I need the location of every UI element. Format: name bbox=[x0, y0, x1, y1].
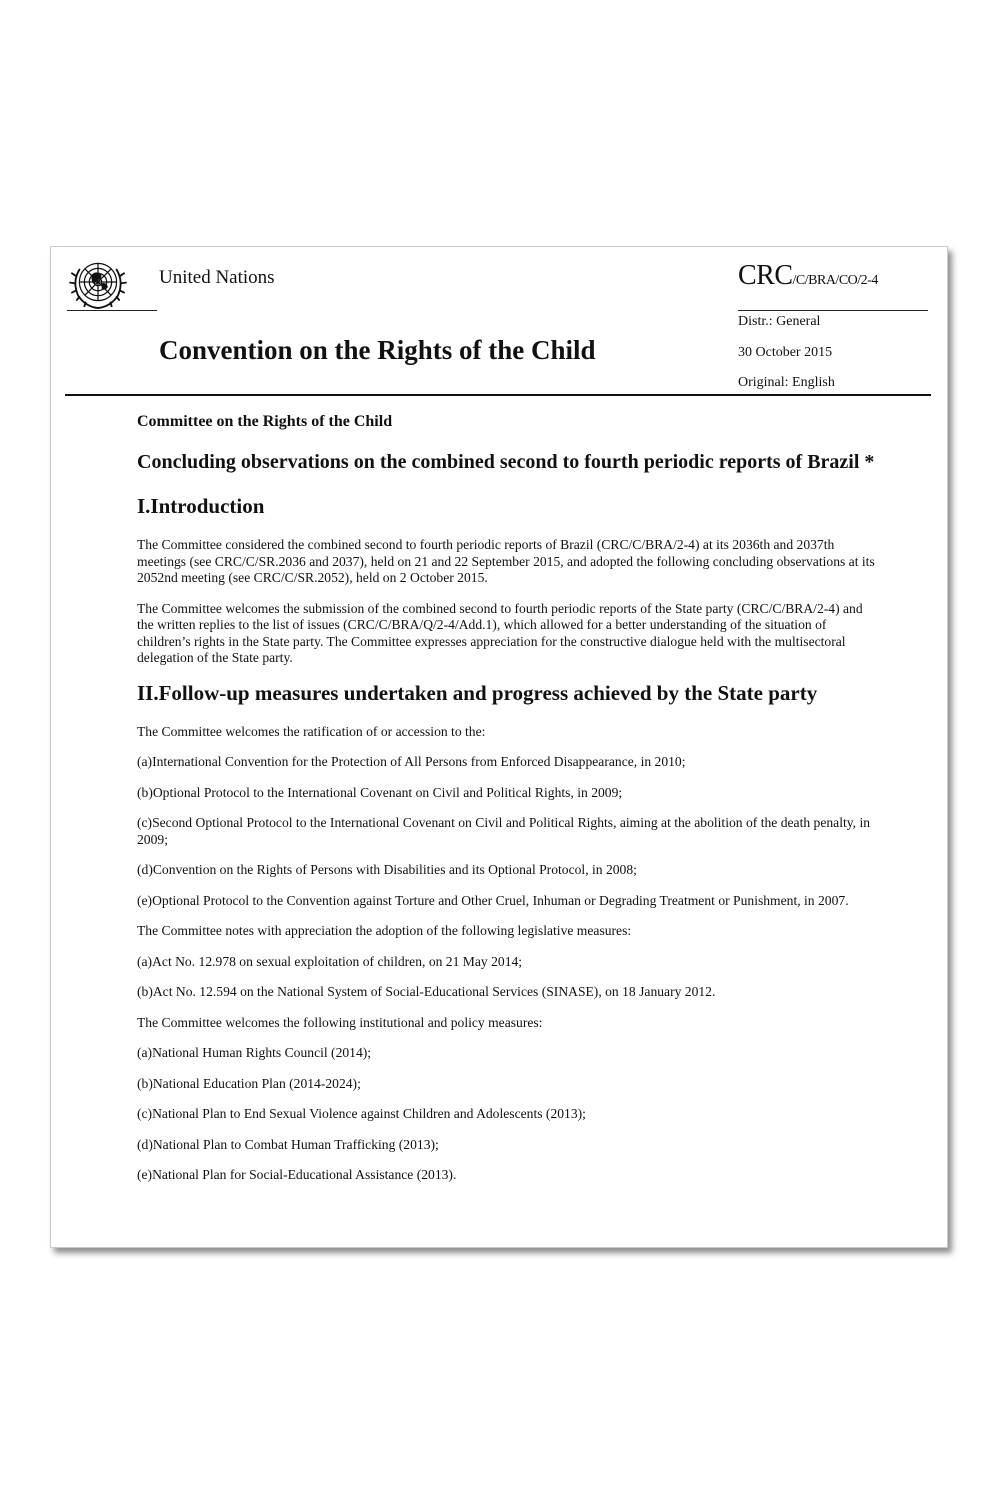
list-item: (b)Act No. 12.594 on the National System of Social-Educational Services (SINASE), on 18 January 2012. bbox=[137, 984, 716, 999]
header-rule-left bbox=[67, 310, 157, 311]
list-item: (b)Optional Protocol to the International Covenant on Civil and Political Rights, in 2009; bbox=[137, 784, 623, 800]
section-heading-introduction: I.Introduction bbox=[137, 494, 265, 518]
list-item: (a)Act No. 12.978 on sexual exploitation of children, on 21 May 2014; bbox=[137, 953, 523, 969]
header-rule-right bbox=[738, 310, 928, 311]
title-rule bbox=[65, 394, 931, 396]
list-item: (c)Second Optional Protocol to the International Covenant on Civil and Political Rights, aiming at the abolition of the death penalty, in 2009; bbox=[137, 815, 871, 847]
list-item: (b)National Education Plan (2014-2024); bbox=[137, 1075, 361, 1091]
committee-name: Committee on the Rights of the Child bbox=[137, 413, 393, 430]
list-item: (d)Convention on the Rights of Persons with Disabilities and its Optional Protocol, in 2008; bbox=[137, 862, 637, 877]
paragraph: The Committee welcomes the submission of the combined second to fourth periodic reports of the State party (CRC/C/BRA/2-4) and the written replies to the list of issues (CRC/C/BRA/Q/2-4/Add.1), which allowed for a better understanding of the situation of children’s rights in the State party. The Committee expresses appreciation for the constructive dialogue held with the multisectoral delegation of the State party. bbox=[137, 600, 863, 665]
section-heading-follow-up: II.Follow-up measures undertaken and progress achieved by the State party bbox=[137, 680, 818, 705]
un-emblem-icon bbox=[67, 251, 129, 313]
distribution-label: Distr.: General bbox=[738, 314, 821, 329]
document-body bbox=[137, 413, 877, 1198]
paragraph: The Committee welcomes the ratification of or accession to the: bbox=[137, 723, 486, 739]
organization-name: United Nations bbox=[159, 267, 275, 288]
symbol-sub: /C/BRA/CO/2-4 bbox=[792, 273, 878, 288]
document-symbol bbox=[738, 260, 878, 292]
list-item: (c)National Plan to End Sexual Violence against Children and Adolescents (2013); bbox=[137, 1106, 586, 1121]
document-date: 30 October 2015 bbox=[738, 345, 833, 360]
list-item: (d)National Plan to Combat Human Trafficking (2013); bbox=[137, 1136, 439, 1152]
list-item: (a)International Convention for the Protection of All Persons from Enforced Disappearance, in 2010; bbox=[137, 754, 686, 769]
document-title: Convention on the Rights of the Child bbox=[159, 335, 596, 365]
list-item: (e)Optional Protocol to the Convention against Torture and Other Cruel, Inhuman or Degrading Treatment or Punishment, in 2007. bbox=[137, 892, 849, 908]
original-language: Original: English bbox=[738, 375, 835, 390]
document-subtitle: Concluding observations on the combined second to fourth periodic reports of Brazil * bbox=[137, 451, 875, 473]
paragraph: The Committee notes with appreciation the adoption of the following legislative measures: bbox=[137, 923, 632, 938]
list-item: (a)National Human Rights Council (2014); bbox=[137, 1045, 372, 1060]
list-item: (e)National Plan for Social-Educational Assistance (2013). bbox=[137, 1167, 457, 1182]
paragraph: The Committee considered the combined second to fourth periodic reports of Brazil (CRC/C/BRA/2-4) at its 2036th and 2037th meetings (see CRC/C/SR.2036 and 2037), held on 21 and 22 September 2015, and adopted the following concluding observations at its 2052nd meeting (see CRC/C/SR.2052), held on 2 October 2015. bbox=[137, 537, 875, 585]
document-page bbox=[50, 246, 948, 1248]
paragraph: The Committee welcomes the following institutional and policy measures: bbox=[137, 1014, 543, 1030]
symbol-main: CRC bbox=[738, 260, 793, 291]
